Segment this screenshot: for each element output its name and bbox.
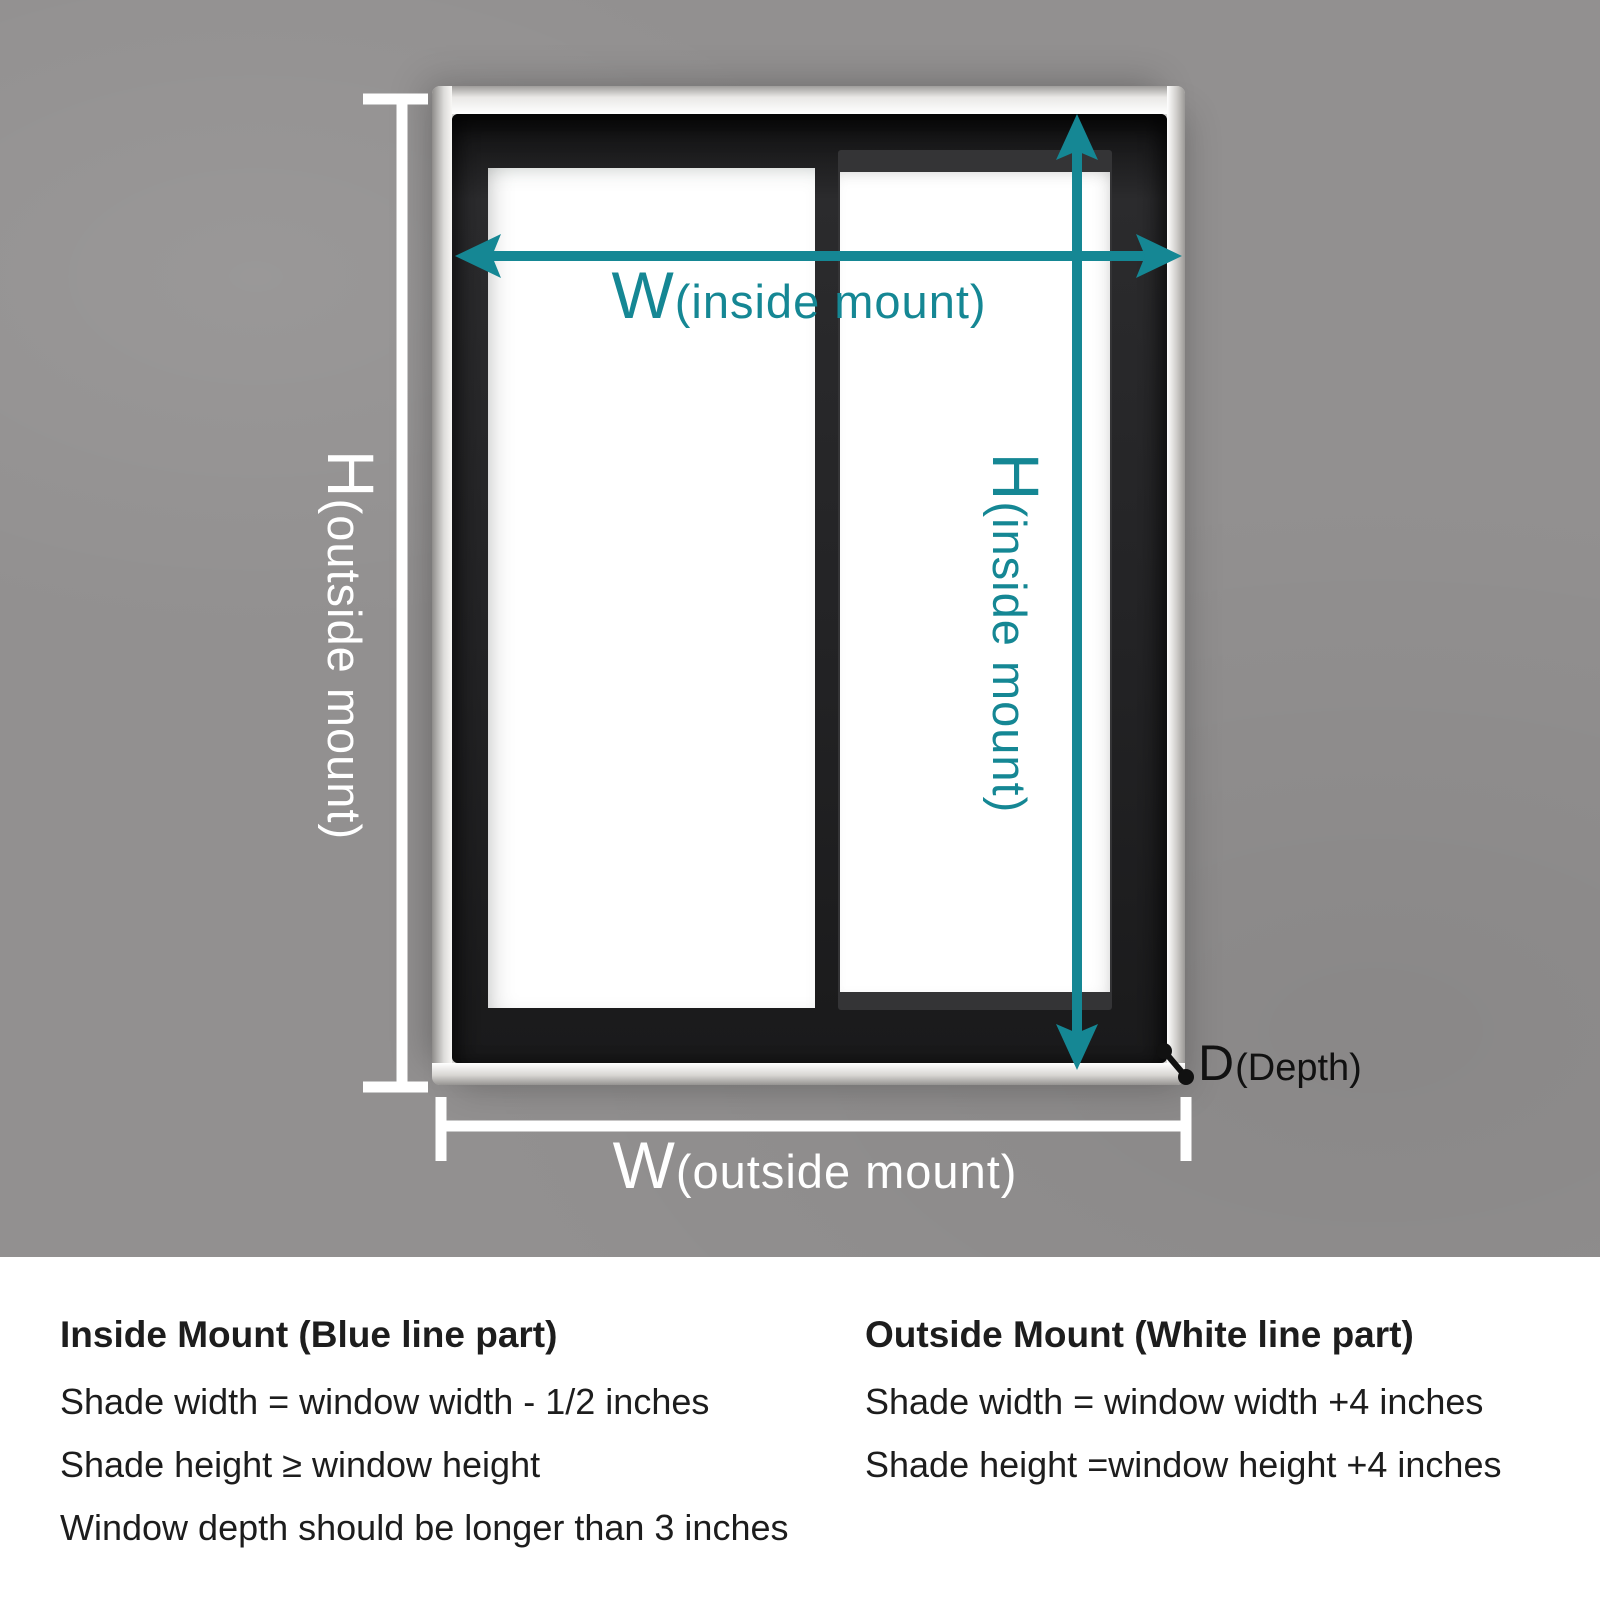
outside-width-text: (outside mount) <box>675 1145 1018 1198</box>
outside-width-letter: W <box>612 1128 676 1202</box>
mounting-instructions <box>0 1257 1600 1600</box>
outside-height-label <box>314 449 388 841</box>
inside-mount-line: Shade height ≥ window height <box>60 1444 541 1485</box>
outside-mount-line: Shade width = window width +4 inches <box>865 1381 1484 1422</box>
inside-height-text: (inside mount) <box>983 501 1036 814</box>
inside-mount-line: Window depth should be longer than 3 inches <box>60 1507 789 1548</box>
depth-letter: D <box>1198 1035 1236 1091</box>
inside-mount-title: Inside Mount (Blue line part) <box>60 1314 558 1355</box>
inside-mount-line: Shade width = window width - 1/2 inches <box>60 1381 710 1422</box>
outside-mount-title: Outside Mount (White line part) <box>865 1314 1414 1355</box>
outside-height-text: (outside mount) <box>318 498 371 841</box>
inside-mount-instructions <box>60 1314 865 1600</box>
inside-width-label <box>611 258 987 332</box>
depth-text: (Depth) <box>1235 1047 1362 1089</box>
outside-mount-instructions <box>865 1314 1570 1600</box>
depth-indicator <box>1156 1043 1194 1085</box>
inside-height-label <box>979 452 1053 814</box>
outside-mount-line: Shade height =window height +4 inches <box>865 1444 1502 1485</box>
depth-label <box>1198 1035 1362 1091</box>
inside-width-letter: W <box>611 258 675 332</box>
inside-height-letter: H <box>979 452 1053 502</box>
outside-height-letter: H <box>314 449 388 499</box>
outside-width-label <box>612 1128 1018 1202</box>
inside-width-text: (inside mount) <box>674 275 987 328</box>
